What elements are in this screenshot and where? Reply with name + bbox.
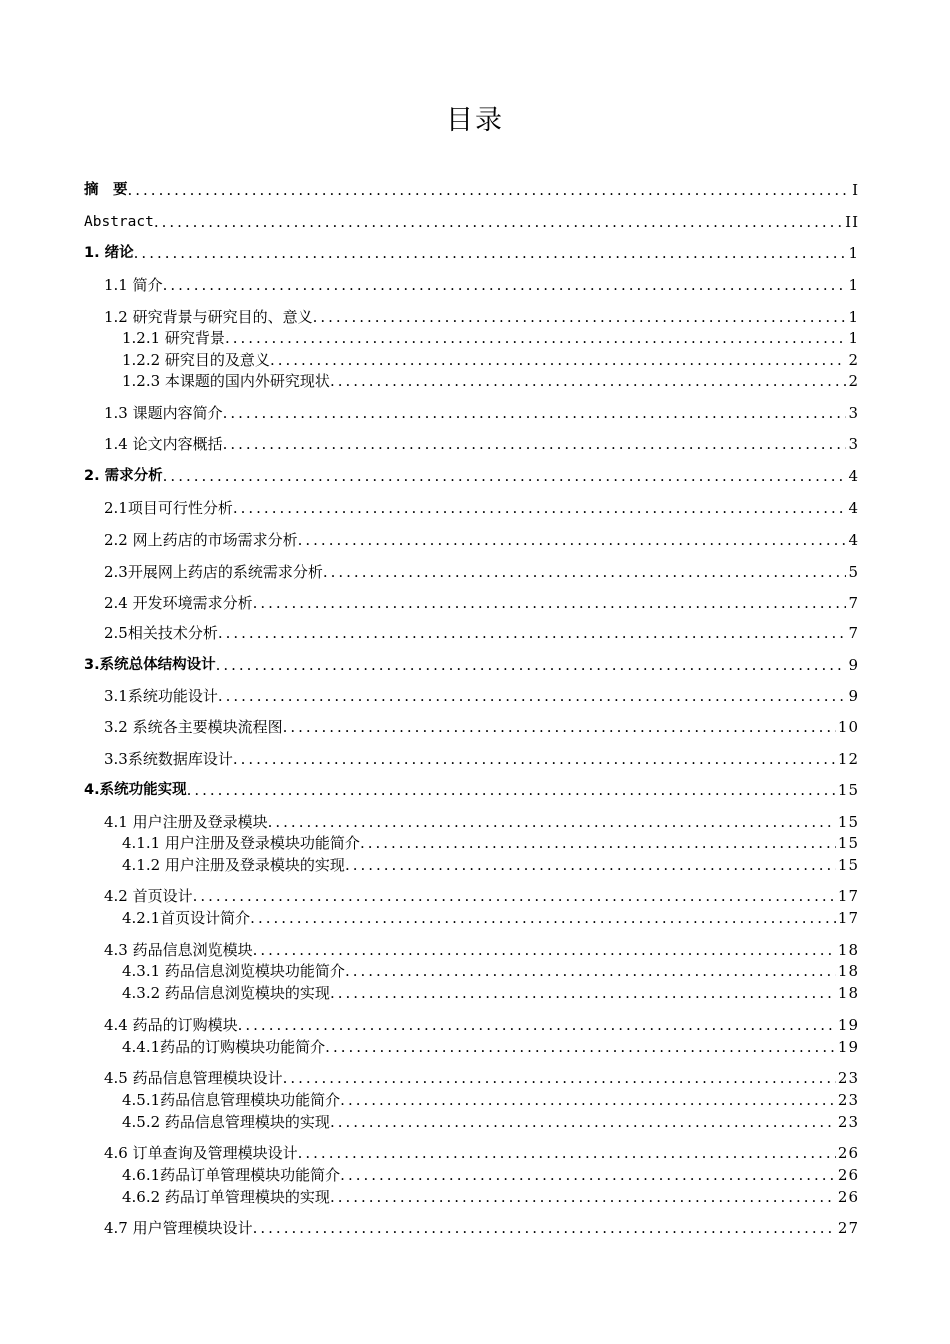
toc-entry-4-2[interactable] (104, 886, 859, 906)
toc-entry-4-1-1[interactable] (122, 833, 859, 853)
toc-entry-1-2-3[interactable] (122, 371, 859, 391)
toc-page-number: 23 (837, 1113, 859, 1131)
toc-entry-title: 4.1 用户注册及登录模块 (104, 813, 268, 831)
toc-entry-2-2[interactable] (104, 530, 859, 550)
toc-page-number: 15 (837, 781, 859, 799)
toc-page-number: II (845, 213, 859, 231)
toc-leader (340, 1165, 836, 1185)
toc-leader (223, 434, 847, 454)
toc-leader (193, 886, 836, 906)
toc-entry-title: 1.2.3 本课题的国内外研究现状 (122, 372, 330, 390)
toc-page-number: 5 (848, 563, 859, 581)
toc-entry-title: 4.5.2 药品信息管理模块的实现 (122, 1113, 330, 1131)
toc-page-number: 15 (837, 834, 859, 852)
toc-leader (238, 1015, 836, 1035)
toc-entry-title: 3.2 系统各主要模块流程图 (104, 718, 283, 736)
toc-entry-title: 4.3.2 药品信息浏览模块的实现 (122, 984, 330, 1002)
toc-entry-title: 2.1项目可行性分析 (104, 499, 233, 517)
toc-entry-title: 4.6.2 药品订单管理模块的实现 (122, 1188, 330, 1206)
toc-entry-title: 4.3.1 药品信息浏览模块功能简介 (122, 962, 345, 980)
toc-entry-abstract-cn[interactable] (84, 180, 859, 200)
toc-entry-title: 1.4 论文内容概括 (104, 435, 223, 453)
toc-page-number: 10 (837, 718, 859, 736)
toc-entry-2-1[interactable] (104, 498, 859, 518)
toc-page-number: 7 (848, 594, 859, 612)
toc-entry-2-3[interactable] (104, 562, 859, 582)
toc-entry-chapter-3[interactable] (84, 655, 859, 675)
toc-entry-4-1[interactable] (104, 812, 859, 832)
toc-leader (340, 1090, 836, 1110)
toc-leader (330, 371, 847, 391)
toc-entry-1-3[interactable] (104, 403, 859, 423)
toc-entry-title: 3.1系统功能设计 (104, 687, 218, 705)
toc-entry-abstract-en[interactable] (84, 212, 859, 232)
toc-entry-title: 摘 要 (84, 182, 128, 198)
toc-leader (298, 1143, 836, 1163)
toc-leader (187, 780, 836, 800)
toc-leader (134, 243, 847, 263)
toc-page-number: I (852, 181, 859, 199)
toc-page-number: 4 (848, 499, 859, 517)
toc-entry-title: 4.系统功能实现 (84, 782, 187, 798)
toc-leader (345, 855, 836, 875)
toc-leader (233, 498, 847, 518)
toc-entry-4-6[interactable] (104, 1143, 859, 1163)
toc-entry-4-3[interactable] (104, 940, 859, 960)
toc-page-number: 1 (848, 308, 859, 326)
toc-entry-title: 2.2 网上药店的市场需求分析 (104, 531, 298, 549)
toc-leader (163, 466, 847, 486)
toc-entry-3-3[interactable] (104, 749, 859, 769)
toc-entry-title: 4.4.1药品的订购模块功能简介 (122, 1038, 326, 1056)
toc-leader (330, 1112, 836, 1132)
toc-page-number: 18 (837, 984, 859, 1002)
toc-page-number: 15 (837, 856, 859, 874)
toc-entry-4-3-1[interactable] (122, 961, 859, 981)
toc-page-number: 7 (848, 624, 859, 642)
toc-leader (154, 212, 843, 232)
toc-page-number: 19 (837, 1038, 859, 1056)
toc-leader (253, 940, 836, 960)
toc-page-number: 1 (848, 276, 859, 294)
toc-entry-4-4[interactable] (104, 1015, 859, 1035)
toc-entry-title: 4.4 药品的订购模块 (104, 1016, 238, 1034)
toc-page-number: 18 (837, 962, 859, 980)
toc-entry-1-2[interactable] (104, 307, 859, 327)
toc-leader (298, 530, 847, 550)
toc-page-number: 17 (837, 909, 859, 927)
toc-leader (325, 1037, 836, 1057)
toc-entry-2-5[interactable] (104, 623, 859, 643)
toc-leader (128, 180, 851, 200)
toc-leader (330, 983, 836, 1003)
toc-leader (225, 328, 847, 348)
toc-page-number: 27 (837, 1219, 859, 1237)
toc-entry-4-3-2[interactable] (122, 983, 859, 1003)
toc-entry-4-4-1[interactable] (122, 1037, 859, 1057)
toc-entry-1-1[interactable] (104, 275, 859, 295)
toc-entry-1-4[interactable] (104, 434, 859, 454)
toc-entry-title: 1.2.2 研究目的及意义 (122, 351, 270, 369)
toc-entry-4-6-1[interactable] (122, 1165, 859, 1185)
toc-entry-title: Abstract (84, 214, 154, 230)
toc-page-number: 4 (848, 531, 859, 549)
toc-leader (216, 655, 847, 675)
toc-entry-title: 1.3 课题内容简介 (104, 404, 223, 422)
toc-leader (253, 593, 847, 613)
toc-entry-title: 3.系统总体结构设计 (84, 657, 216, 673)
toc-page-number: 9 (848, 656, 859, 674)
toc-page-number: 19 (837, 1016, 859, 1034)
toc-page-number: 4 (848, 467, 859, 485)
toc-page-number: 3 (848, 404, 859, 422)
toc-entry-title: 4.7 用户管理模块设计 (104, 1219, 253, 1237)
toc-entry-title: 4.2.1首页设计简介 (122, 909, 251, 927)
toc-entry-title: 4.1.2 用户注册及登录模块的实现 (122, 856, 345, 874)
toc-page-number: 2 (848, 351, 859, 369)
toc-page-number: 2 (848, 372, 859, 390)
toc-entry-4-5-2[interactable] (122, 1112, 859, 1132)
toc-entry-4-5[interactable] (104, 1068, 859, 1088)
toc-entry-chapter-2[interactable] (84, 466, 859, 486)
toc-entry-title: 4.5 药品信息管理模块设计 (104, 1069, 283, 1087)
toc-leader (253, 1218, 836, 1238)
toc-entry-1-2-2[interactable] (122, 350, 859, 370)
toc-leader (233, 749, 836, 769)
toc-entry-title: 3.3系统数据库设计 (104, 750, 233, 768)
toc-leader (345, 961, 836, 981)
toc-entry-chapter-1[interactable] (84, 243, 859, 263)
toc-entry-title: 4.5.1药品信息管理模块功能简介 (122, 1091, 341, 1109)
toc-leader (250, 908, 836, 928)
toc-entry-title: 2. 需求分析 (84, 468, 163, 484)
toc-leader (283, 717, 836, 737)
toc-leader (218, 686, 847, 706)
toc-entry-chapter-4[interactable] (84, 780, 859, 800)
toc-page-number: 26 (837, 1166, 859, 1184)
toc-entry-4-6-2[interactable] (122, 1187, 859, 1207)
toc-entry-title: 4.3 药品信息浏览模块 (104, 941, 253, 959)
toc-leader (268, 812, 836, 832)
toc-entry-title: 4.6.1药品订单管理模块功能简介 (122, 1166, 341, 1184)
toc-leader (283, 1068, 836, 1088)
toc-leader (218, 623, 847, 643)
toc-leader (360, 833, 836, 853)
toc-page-number: 26 (837, 1144, 859, 1162)
toc-page-number: 15 (837, 813, 859, 831)
toc-page-number: 3 (848, 435, 859, 453)
toc-entry-title: 1.2 研究背景与研究目的、意义 (104, 308, 313, 326)
toc-leader (270, 350, 847, 370)
toc-leader (163, 275, 847, 295)
toc-entry-4-5-1[interactable] (122, 1090, 859, 1110)
toc-entry-2-4[interactable] (104, 593, 859, 613)
toc-entry-title: 1.1 简介 (104, 276, 163, 294)
toc-leader (223, 403, 847, 423)
toc-entry-1-2-1[interactable] (122, 328, 859, 348)
toc-leader (323, 562, 847, 582)
toc-leader (313, 307, 847, 327)
toc-leader (330, 1187, 836, 1207)
toc-page-number: 1 (848, 329, 859, 347)
toc-page-number: 1 (848, 244, 859, 262)
toc-entry-title: 4.1.1 用户注册及登录模块功能简介 (122, 834, 360, 852)
toc-entry-title: 2.4 开发环境需求分析 (104, 594, 253, 612)
toc-entry-title: 1. 绪论 (84, 245, 134, 261)
toc-entry-4-2-1[interactable] (122, 908, 859, 928)
toc-page-number: 18 (837, 941, 859, 959)
toc-entry-3-2[interactable] (104, 717, 859, 737)
toc-entry-title: 4.2 首页设计 (104, 887, 193, 905)
toc-entry-title: 2.5相关技术分析 (104, 624, 218, 642)
toc-entry-title: 1.2.1 研究背景 (122, 329, 225, 347)
page-title: 目录 (446, 105, 504, 136)
toc-entry-4-1-2[interactable] (122, 855, 859, 875)
toc-page-number: 26 (837, 1188, 859, 1206)
toc-page-number: 23 (837, 1069, 859, 1087)
toc-entry-title: 4.6 订单查询及管理模块设计 (104, 1144, 298, 1162)
toc-page-number: 9 (848, 687, 859, 705)
toc-entry-3-1[interactable] (104, 686, 859, 706)
toc-page-number: 23 (837, 1091, 859, 1109)
toc-entry-4-7[interactable] (104, 1218, 859, 1238)
toc-page-number: 17 (837, 887, 859, 905)
toc-entry-title: 2.3开展网上药店的系统需求分析 (104, 563, 323, 581)
toc-page-number: 12 (837, 750, 859, 768)
